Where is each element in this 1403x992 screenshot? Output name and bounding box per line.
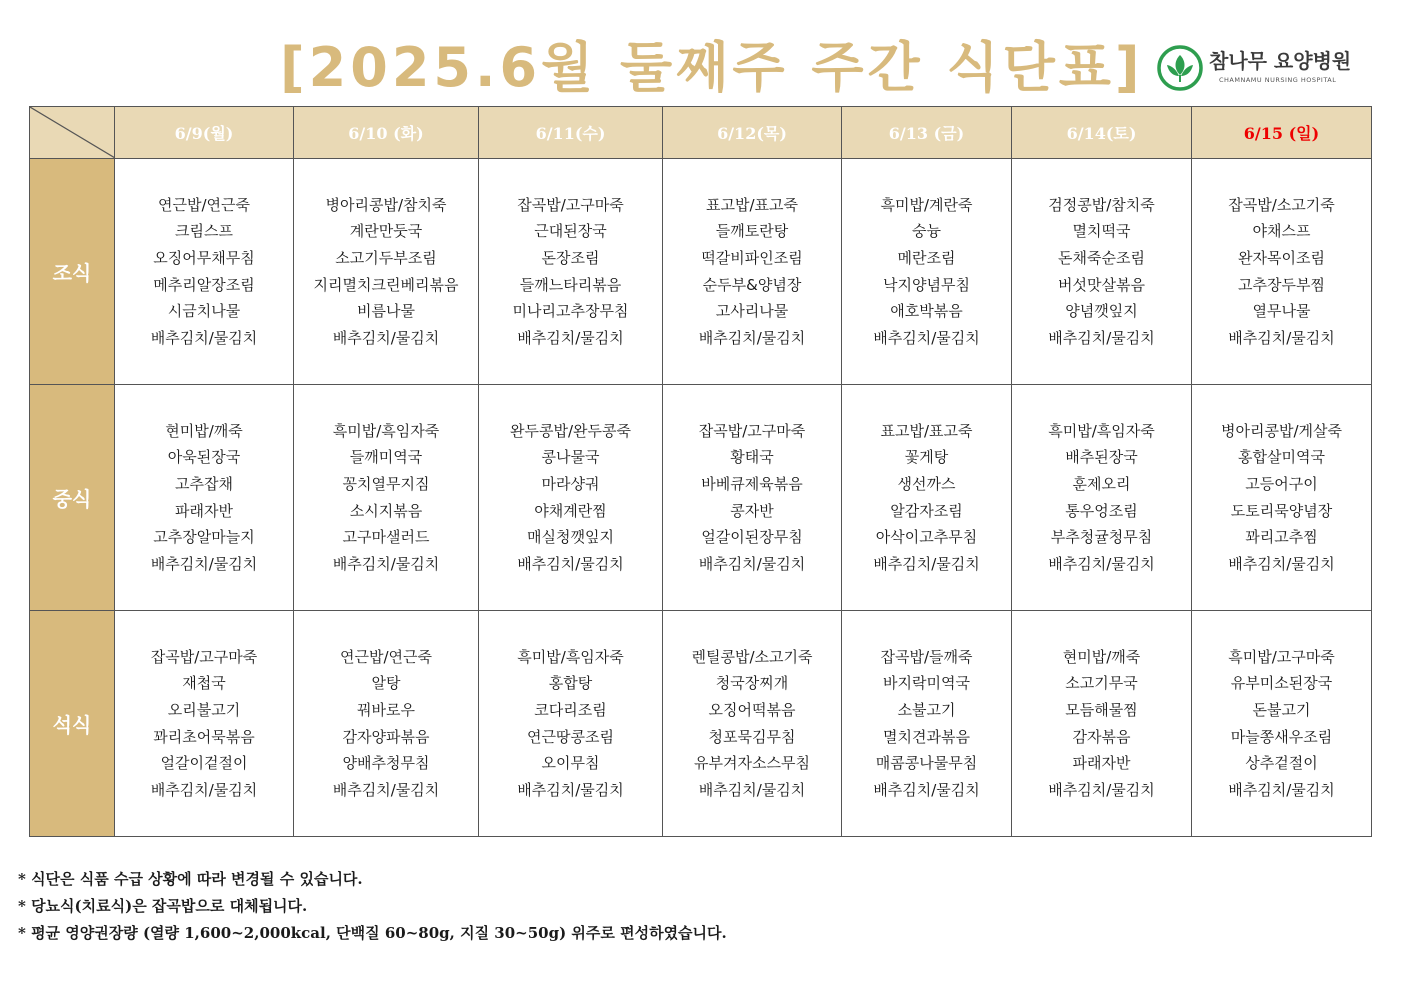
menu-item: 배추김치/물김치: [332, 554, 440, 573]
menu-item-list: [842, 418, 1011, 578]
menu-item-list: [842, 192, 1011, 352]
menu-item: 시금치나물: [167, 302, 241, 321]
menu-item-list: [115, 644, 293, 804]
menu-item: 배추김치/물김치: [873, 780, 980, 799]
menu-item: 오징어무채무침: [153, 248, 255, 267]
menu-cell-mon: [115, 611, 294, 837]
menu-cell-mon: [115, 385, 294, 611]
menu-item: 바베큐제육볶음: [701, 474, 803, 493]
menu-item: 미나리고추장무침: [512, 302, 629, 321]
day-header-mon: 6/9(월): [115, 107, 294, 159]
menu-item-list: [115, 418, 293, 578]
menu-item-list: [115, 192, 293, 352]
menu-item: 고사리나물: [715, 302, 789, 321]
menu-item: 야채계란찜: [534, 501, 607, 520]
menu-item: 배추김치/물김치: [517, 328, 624, 347]
menu-item: 파래자반: [175, 501, 233, 520]
day-header-thu: 6/12(목): [663, 107, 842, 159]
menu-item: 배추김치/물김치: [873, 554, 980, 573]
menu-item: 황태국: [730, 448, 774, 467]
menu-item: 배추김치/물김치: [517, 780, 624, 799]
menu-item: 유부미소된장국: [1230, 674, 1333, 693]
menu-item: 잡곡밥/소고기죽: [1228, 195, 1335, 214]
note-line: * 평균 영양권장량 (열량 1,600~2,000kcal, 단백질 60~80g, 지질 30~50g) 위주로 편성하였습니다.: [18, 924, 727, 942]
menu-item: 고구마샐러드: [342, 528, 430, 547]
menu-item: 소시지볶음: [349, 501, 423, 520]
menu-cell-fri: [842, 385, 1012, 611]
menu-item: 양념깻잎지: [1065, 302, 1138, 321]
menu-item: 청국장찌개: [715, 674, 789, 693]
menu-item: 양배추청무침: [342, 754, 430, 773]
menu-cell-sun: [1192, 611, 1372, 837]
menu-item: 현미밥/깨죽: [165, 421, 243, 440]
menu-item: 고추잡채: [175, 474, 233, 493]
menu-item-list: [1012, 192, 1191, 352]
menu-item-list: [479, 644, 662, 804]
menu-item: 생선까스: [897, 474, 956, 493]
menu-item: 도토리묵양념장: [1230, 501, 1333, 520]
menu-item: 배추김치/물김치: [698, 328, 806, 347]
menu-item: 배추김치/물김치: [698, 780, 806, 799]
menu-item: 비름나물: [357, 302, 415, 321]
menu-item: 오이무침: [541, 754, 600, 773]
menu-item: 고등어구이: [1245, 474, 1318, 493]
menu-item-list: [294, 644, 478, 804]
menu-item: 꽈리초어묵볶음: [153, 727, 255, 746]
menu-item: 청포묵김무침: [708, 727, 796, 746]
menu-item: 아삭이고추무침: [875, 528, 978, 547]
menu-item: 배추김치/물김치: [698, 554, 806, 573]
menu-item: 소고기두부조림: [335, 248, 437, 267]
menu-item: 메란조림: [897, 248, 956, 267]
menu-item: 모듬해물찜: [1065, 700, 1138, 719]
menu-item: 멸치떡국: [1072, 222, 1131, 241]
menu-item: 열무나물: [1252, 302, 1311, 321]
menu-item: 유부겨자소스무침: [694, 754, 810, 773]
meal-label: 중식: [30, 385, 115, 611]
menu-item: 연근땅콩조림: [527, 727, 614, 746]
menu-item: 낙지양념무침: [883, 275, 970, 294]
menu-item: 렌틸콩밥/소고기죽: [691, 647, 813, 666]
corner-cell: [30, 107, 115, 159]
note-line: * 식단은 식품 수급 상황에 따라 변경될 수 있습니다.: [18, 870, 363, 888]
menu-item: 흑미밥/흑임자죽: [1048, 421, 1155, 440]
menu-cell-wed: [479, 159, 663, 385]
menu-cell-thu: [663, 611, 842, 837]
menu-item: 바지락미역국: [883, 674, 970, 693]
menu-item: 돈장조림: [541, 248, 600, 267]
menu-cell-thu: [663, 385, 842, 611]
menu-item: 홍합살미역국: [1238, 448, 1325, 467]
menu-item: 병아리콩밥/참치죽: [325, 195, 447, 214]
menu-cell-sun: [1192, 159, 1372, 385]
menu-item-list: [842, 644, 1011, 804]
menu-item: 배추김치/물김치: [332, 328, 440, 347]
menu-cell-wed: [479, 385, 663, 611]
menu-item: 배추김치/물김치: [517, 554, 624, 573]
menu-item: 잡곡밥/고구마죽: [698, 421, 806, 440]
menu-item: 순두부&양념장: [702, 275, 802, 294]
menu-item-list: [294, 192, 478, 352]
menu-item: 부추청귤청무침: [1050, 528, 1153, 547]
menu-item: 배추김치/물김치: [150, 780, 258, 799]
menu-item: 검정콩밥/참치죽: [1048, 195, 1155, 214]
menu-item: 감자양파볶음: [342, 727, 430, 746]
menu-item: 흑미밥/흑임자죽: [332, 421, 440, 440]
menu-item: 콩나물국: [541, 448, 600, 467]
menu-item: 아욱된장국: [167, 448, 241, 467]
logo-subtitle: CHAMNAMU NURSING HOSPITAL: [1219, 76, 1337, 84]
menu-item: 완두콩밥/완두콩죽: [510, 421, 631, 440]
menu-cell-wed: [479, 611, 663, 837]
hospital-logo: [1157, 43, 1367, 91]
menu-cell-sat: [1012, 159, 1192, 385]
menu-item: 연근밥/연근죽: [158, 195, 250, 214]
menu-item: 꽁치열무지짐: [342, 474, 430, 493]
meal-row: [30, 159, 1372, 385]
header-row: [30, 107, 1372, 159]
menu-item: 매실청깻잎지: [527, 528, 614, 547]
menu-item: 소불고기: [897, 700, 956, 719]
menu-item: 애호박볶음: [890, 302, 963, 321]
menu-item: 지리멸치크린베리볶음: [313, 275, 459, 294]
menu-cell-tue: [294, 159, 479, 385]
menu-item: 흑미밥/계란죽: [880, 195, 973, 214]
menu-item: 배추된장국: [1065, 448, 1138, 467]
page-title: [2025.6월 둘째주 주간 식단표]: [280, 36, 1144, 99]
meal-label: 조식: [30, 159, 115, 385]
menu-item: 배추김치/물김치: [150, 328, 258, 347]
menu-item: 근대된장국: [534, 222, 607, 241]
menu-item: 메추리알장조림: [153, 275, 255, 294]
menu-item: 알감자조림: [890, 501, 963, 520]
menu-item: 꽈리고추찜: [1245, 528, 1318, 547]
menu-item: 들깨토란탕: [715, 222, 789, 241]
menu-item-list: [479, 418, 662, 578]
meal-label: 석식: [30, 611, 115, 837]
menu-item-list: [1012, 418, 1191, 578]
menu-cell-sat: [1012, 385, 1192, 611]
menu-cell-tue: [294, 385, 479, 611]
day-header-sat: 6/14(토): [1012, 107, 1192, 159]
menu-item: 알탕: [371, 674, 401, 693]
menu-item: 고추장알마늘지: [153, 528, 255, 547]
menu-item: 매콤콩나물무침: [875, 754, 978, 773]
menu-cell-sat: [1012, 611, 1192, 837]
menu-item: 들깨미역국: [349, 448, 423, 467]
menu-item: 오징어떡볶음: [708, 700, 796, 719]
day-header-wed: 6/11(수): [479, 107, 663, 159]
day-header-tue: 6/10 (화): [294, 107, 479, 159]
menu-item: 소고기무국: [1065, 674, 1138, 693]
weekly-menu-table: [29, 106, 1372, 837]
menu-item: 오리불고기: [167, 700, 241, 719]
menu-item: 들깨느타리볶음: [519, 275, 622, 294]
menu-item-list: [479, 192, 662, 352]
menu-item: 흑미밥/고구마죽: [1228, 647, 1335, 666]
menu-item-list: [1192, 192, 1371, 352]
meal-row: [30, 385, 1372, 611]
menu-item: 통우엉조림: [1065, 501, 1138, 520]
menu-item: 배추김치/물김치: [1048, 554, 1155, 573]
menu-item-list: [1192, 418, 1371, 578]
menu-item: 크림스프: [175, 222, 233, 241]
menu-item: 얼갈이겉절이: [160, 754, 248, 773]
menu-item: 잡곡밥/들깨죽: [880, 647, 973, 666]
menu-item: 떡갈비파인조림: [701, 248, 803, 267]
menu-cell-thu: [663, 159, 842, 385]
menu-item: 배추김치/물김치: [1228, 780, 1335, 799]
menu-item: 배추김치/물김치: [1048, 328, 1155, 347]
menu-item: 배추김치/물김치: [1048, 780, 1155, 799]
menu-item-list: [663, 644, 841, 804]
menu-item: 배추김치/물김치: [332, 780, 440, 799]
logo-name: 참나무 요양병원: [1209, 49, 1352, 73]
menu-item: 마늘쫑새우조림: [1230, 727, 1333, 746]
menu-item: 재첩국: [182, 674, 226, 693]
menu-cell-tue: [294, 611, 479, 837]
menu-item: 콩자반: [730, 501, 774, 520]
notes: [18, 866, 727, 947]
menu-item: 숭늉: [912, 222, 941, 241]
menu-cell-fri: [842, 611, 1012, 837]
menu-item: 코다리조림: [534, 700, 607, 719]
menu-item: 표고밥/표고죽: [880, 421, 973, 440]
menu-item: 현미밥/깨죽: [1062, 647, 1141, 666]
menu-item-list: [1192, 644, 1371, 804]
menu-item: 완자목이조림: [1238, 248, 1325, 267]
menu-item: 마라샹궈: [541, 474, 600, 493]
menu-cell-mon: [115, 159, 294, 385]
menu-item: 파래자반: [1072, 754, 1131, 773]
menu-item: 버섯맛살볶음: [1058, 275, 1145, 294]
menu-item-list: [663, 418, 841, 578]
menu-item: 상추겉절이: [1245, 754, 1318, 773]
menu-item: 훈제오리: [1072, 474, 1131, 493]
menu-item: 홍합탕: [548, 674, 593, 693]
menu-item: 잡곡밥/고구마죽: [517, 195, 624, 214]
menu-item-list: [1012, 644, 1191, 804]
menu-cell-sun: [1192, 385, 1372, 611]
menu-item: 감자볶음: [1072, 727, 1131, 746]
menu-item: 배추김치/물김치: [1228, 328, 1335, 347]
diagonal-line: [30, 107, 115, 158]
menu-item: 배추김치/물김치: [873, 328, 980, 347]
menu-item: 고추장두부찜: [1238, 275, 1325, 294]
note-line: * 당뇨식(치료식)은 잡곡밥으로 대체됩니다.: [18, 897, 308, 915]
menu-item-list: [294, 418, 478, 578]
menu-item: 배추김치/물김치: [1228, 554, 1335, 573]
menu-item: 돈불고기: [1252, 700, 1311, 719]
menu-item: 연근밥/연근죽: [340, 647, 432, 666]
menu-cell-fri: [842, 159, 1012, 385]
menu-item: 돈채죽순조림: [1058, 248, 1145, 267]
menu-item: 병아리콩밥/게살죽: [1221, 421, 1342, 440]
day-header-fri: 6/13 (금): [842, 107, 1012, 159]
leaf-logo-icon: [1157, 45, 1203, 91]
menu-item: 잡곡밥/고구마죽: [150, 647, 258, 666]
menu-item: 꿔바로우: [357, 700, 415, 719]
day-header-sun: 6/15 (일): [1192, 107, 1372, 159]
menu-item: 멸치견과볶음: [883, 727, 970, 746]
menu-item: 야채스프: [1252, 222, 1311, 241]
menu-item-list: [663, 192, 841, 352]
menu-item: 계란만둣국: [349, 222, 423, 241]
menu-item: 꽃게탕: [904, 448, 949, 467]
meal-row: [30, 611, 1372, 837]
menu-item: 흑미밥/흑임자죽: [517, 647, 624, 666]
menu-item: 배추김치/물김치: [150, 554, 258, 573]
menu-item: 얼갈이된장무침: [701, 528, 803, 547]
menu-item: 표고밥/표고죽: [706, 195, 798, 214]
